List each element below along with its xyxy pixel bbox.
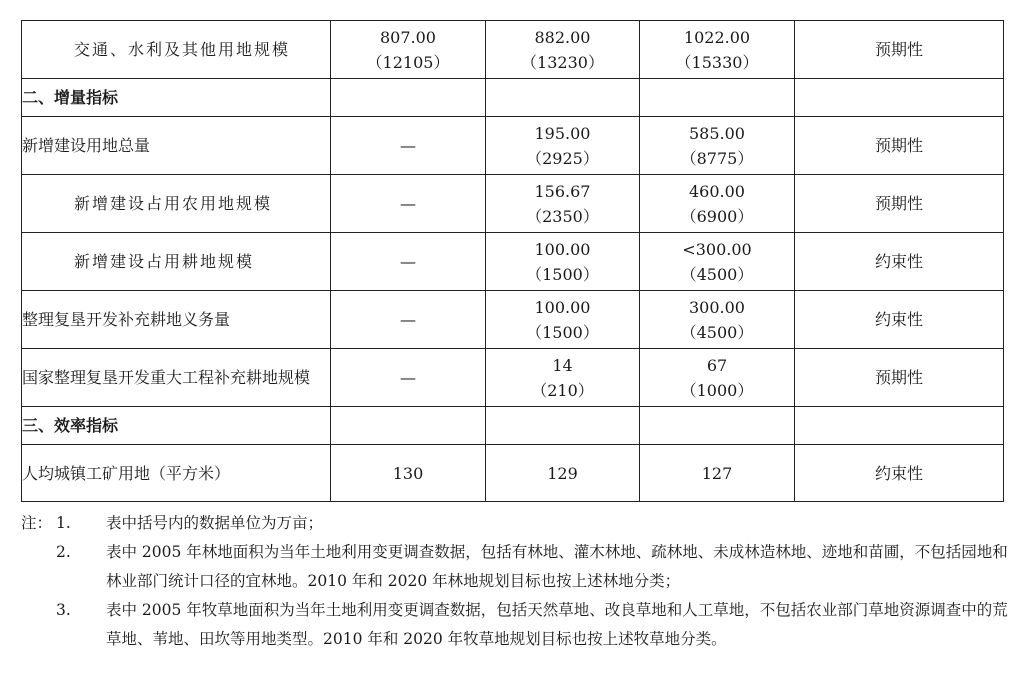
value-col3 (640, 175, 795, 233)
row-label: 新增建设占用农用地规模 (22, 175, 331, 233)
empty-cell (331, 79, 486, 117)
indicator-type: 预期性 (795, 117, 1004, 175)
value-col3 (640, 233, 795, 291)
note-text: 表中 2005 年林地面积为当年土地利用变更调查数据，包括有林地、灌木林地、疏林地、未成林造林地、迹地和苗圃，不包括园地和林业部门统计口径的宜林地。2010 年和 2020 年林地规划目标也按上述林地分类； (106, 543, 1008, 590)
table-row (22, 117, 1004, 175)
value-main: 14 (552, 355, 573, 375)
row-label: 交通、水利及其他用地规模 (22, 21, 331, 79)
empty-cell (640, 79, 795, 117)
indicator-type: 预期性 (795, 175, 1004, 233)
value-col2 (486, 21, 640, 79)
value-col3 (640, 349, 795, 407)
value-col1 (331, 349, 486, 407)
value-main: 156.67 (534, 181, 591, 201)
value-sub: （1500） (526, 322, 599, 342)
value-col1 (331, 21, 486, 79)
section-title: 二、增量指标 (22, 79, 331, 117)
value-sub: （1500） (526, 264, 599, 284)
value-col3 (640, 21, 795, 79)
value-main: 1022.00 (683, 27, 751, 47)
value-main: 100.00 (534, 239, 591, 259)
indicator-type: 约束性 (795, 233, 1004, 291)
empty-cell (795, 79, 1004, 117)
value-main: 460.00 (689, 181, 745, 201)
indicator-type: 约束性 (795, 291, 1004, 349)
value-main: — (400, 252, 416, 271)
indicator-table-body (22, 21, 1004, 502)
indicator-type: 预期性 (795, 21, 1004, 79)
note-text: 表中 2005 年牧草地面积为当年土地利用变更调查数据，包括天然草地、改良草地和人工草地，不包括农业部门草地资源调查中的荒草地、苇地、田坎等用地类型。2010 年和 2020 年牧草地规划目标也按上述牧草地分类。 (106, 601, 1008, 648)
indicator-table (21, 20, 1004, 502)
value-main: <300.00 (682, 239, 752, 259)
value-col1 (331, 233, 486, 291)
value-sub: （210） (531, 380, 594, 400)
value-col2 (486, 291, 640, 349)
table-row (22, 175, 1004, 233)
note-item (21, 538, 1011, 596)
value-col1 (331, 291, 486, 349)
note-text: 表中括号内的数据单位为万亩； (106, 514, 324, 532)
empty-cell (486, 79, 640, 117)
value-col3 (640, 445, 795, 502)
note-number: 3. (56, 601, 71, 619)
section-row (22, 79, 1004, 117)
value-sub: （8775） (680, 148, 754, 168)
empty-cell (640, 407, 795, 445)
note-number: 1. (56, 514, 71, 532)
value-main: 130 (392, 463, 424, 483)
value-col1 (331, 445, 486, 502)
value-main: 585.00 (689, 123, 745, 143)
empty-cell (331, 407, 486, 445)
note-item (21, 596, 1011, 654)
notes-prefix: 注： (21, 514, 53, 532)
value-sub: （1000） (680, 380, 754, 400)
value-main: 807.00 (380, 27, 436, 47)
value-main: — (400, 310, 416, 329)
value-main: 300.00 (689, 297, 745, 317)
value-sub: （2925） (526, 148, 599, 168)
value-main: 67 (706, 355, 728, 375)
table-row (22, 233, 1004, 291)
value-sub: （13230） (521, 52, 604, 72)
indicator-type: 约束性 (795, 445, 1004, 502)
value-sub: （12105） (366, 52, 450, 72)
value-main: 882.00 (534, 27, 591, 47)
table-notes (21, 509, 1011, 654)
value-main: 195.00 (534, 123, 591, 143)
value-main: — (400, 368, 416, 387)
row-label: 整理复垦开发补充耕地义务量 (22, 291, 331, 349)
value-col2 (486, 233, 640, 291)
value-col1 (331, 175, 486, 233)
value-col3 (640, 291, 795, 349)
value-sub: （2350） (526, 206, 599, 226)
row-label: 国家整理复垦开发重大工程补充耕地规模 (22, 349, 331, 407)
section-row (22, 407, 1004, 445)
value-main: 129 (547, 463, 578, 483)
section-title: 三、效率指标 (22, 407, 331, 445)
empty-cell (795, 407, 1004, 445)
row-label: 新增建设用地总量 (22, 117, 331, 175)
value-col2 (486, 175, 640, 233)
value-col2 (486, 117, 640, 175)
table-row (22, 349, 1004, 407)
value-sub: （15330） (675, 52, 759, 72)
value-col2 (486, 445, 640, 502)
table-row (22, 445, 1004, 502)
value-main: — (400, 136, 416, 155)
value-col1 (331, 117, 486, 175)
value-col2 (486, 349, 640, 407)
value-sub: （4500） (680, 264, 754, 284)
value-main: — (400, 194, 416, 213)
value-sub: （6900） (680, 206, 754, 226)
value-col3 (640, 117, 795, 175)
row-label: 人均城镇工矿用地（平方米） (22, 445, 331, 502)
row-label: 新增建设占用耕地规模 (22, 233, 331, 291)
table-row (22, 21, 1004, 79)
value-main: 127 (701, 463, 733, 483)
value-sub: （4500） (680, 322, 754, 342)
note-item (21, 509, 1011, 538)
note-number: 2. (56, 543, 71, 561)
table-row (22, 291, 1004, 349)
empty-cell (486, 407, 640, 445)
indicator-type: 预期性 (795, 349, 1004, 407)
value-main: 100.00 (534, 297, 591, 317)
